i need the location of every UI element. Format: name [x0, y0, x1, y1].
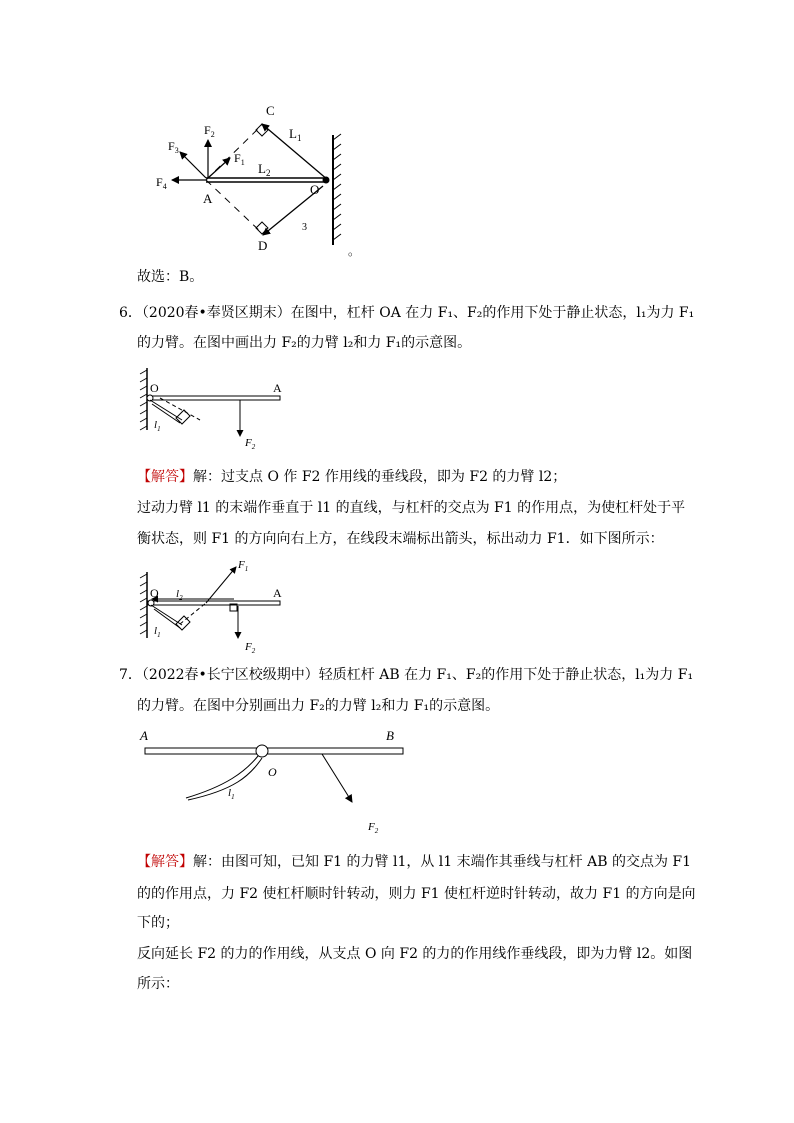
- label-b: B: [386, 728, 394, 743]
- answer-tag: 【解答】: [137, 469, 193, 485]
- label-a: A: [203, 191, 213, 206]
- label-o: O: [150, 586, 159, 600]
- answer-text: 解：由图可知，已知 F1 的力臂 l1，从 l1 末端作其垂线与杠杆 AB 的交点为 F1: [193, 854, 692, 870]
- label-o: O: [310, 182, 320, 197]
- label-d: D: [258, 238, 268, 253]
- pivot-o: [256, 745, 268, 757]
- q6-answer-line3: 衡状态，则 F1 的方向向右上方，在线段末端标出箭头，标出动力 F1．如下图所示：: [137, 531, 664, 547]
- label-o: O: [150, 381, 159, 395]
- label-l2: $l_2$: [176, 588, 183, 602]
- label-dot: 。: [348, 244, 361, 258]
- q7-line2: 的力臂。在图中分别画出力 F₂的力臂 l₂和力 F₁的示意图。: [137, 698, 500, 714]
- label-f2: $F_2$: [204, 123, 215, 139]
- arm-l1: [186, 756, 258, 798]
- label-a: A: [140, 728, 148, 743]
- label-c: C: [266, 103, 275, 118]
- label-l1: $l_1$: [154, 419, 161, 433]
- q7-answer-line1: [137, 852, 691, 872]
- label-l1: $l_1$: [154, 625, 161, 639]
- label-f1: $F_1$: [234, 151, 245, 167]
- label-f3: $F_3$: [168, 139, 179, 155]
- label-l1: $l_1$: [228, 787, 235, 801]
- label-f2: $F_2$: [368, 821, 379, 835]
- label-f2: $F_2$: [245, 437, 256, 451]
- q6-answer-line2: 过动力臂 l1 的末端作垂直于 l1 的直线，与杠杆的交点为 F1 的作用点，为使杠杆处于平: [137, 500, 686, 516]
- label-f2: $F_2$: [245, 641, 256, 655]
- label-a: A: [273, 381, 282, 395]
- q7-answer-line3: 下的；: [137, 915, 179, 931]
- answer-text: 解：过支点 O 作 F2 作用线的垂线段，即为 F2 的力臂 l2；: [193, 469, 567, 485]
- q7-answer-line5: 所示：: [137, 976, 179, 992]
- label-f1: $F_1$: [238, 559, 249, 573]
- answer-tag: 【解答】: [137, 854, 193, 870]
- label-l1: $L_1$: [289, 126, 302, 143]
- q6-line2: 的力臂。在图中画出力 F₂的力臂 l₂和力 F₁的示意图。: [137, 335, 472, 351]
- force-f2: [322, 754, 352, 802]
- lever-ab: [145, 748, 403, 754]
- q7-answer-line4: 反向延长 F2 的力的作用线，从支点 O 向 F2 的力的作用线作垂线段，即为力臂 l2。如图: [137, 946, 693, 962]
- label-l2: $L_2$: [258, 161, 271, 178]
- q6-line1: 6．（2020春•奉贤区期末）在图中，杠杆 OA 在力 F₁、F₂的作用下处于静止状态，l₁为力 F₁: [119, 305, 695, 321]
- answer-q5: 故选：B。: [137, 269, 204, 285]
- label-o: O: [268, 765, 277, 779]
- q7-answer-line2: 的的作用点，力 F2 使杠杆顺时针转动，则力 F1 使杠杆逆时针转动，故力 F1 的方向是向: [137, 886, 696, 902]
- label-f4: $F_4$: [156, 175, 167, 191]
- q7-line1: 7．（2022春•长宁区校级期中）轻质杠杆 AB 在力 F₁、F₂的作用下处于静止状态，l₁为力 F₁: [119, 667, 694, 683]
- label-3: 3: [302, 222, 307, 233]
- label-a: A: [273, 586, 282, 600]
